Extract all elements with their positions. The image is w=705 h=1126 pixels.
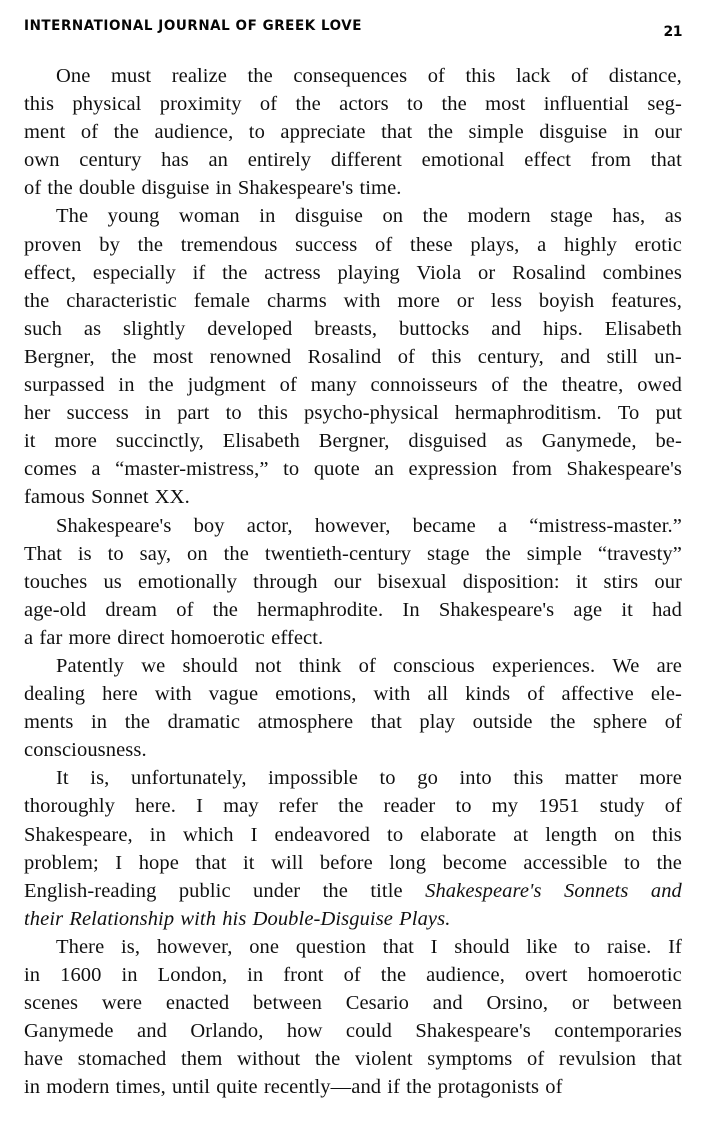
text-line: a far more direct homoerotic effect. [24, 626, 324, 649]
paragraph [24, 652, 682, 764]
text-line: Shakespeare's boy actor, however, became a “mistress-master.” [56, 514, 682, 537]
text-line: in 1600 in London, in front of the audience, overt homoerotic [24, 964, 682, 986]
journal-title: INTERNATIONAL JOURNAL OF GREEK LOVE [24, 18, 363, 34]
text-line: her success in part to this psycho-physical hermaphroditism. To put [24, 402, 682, 425]
text-line: their Relationship with his Double-Disguise Plays. [24, 907, 451, 930]
text-line: ments in the dramatic atmosphere that play outside the sphere of [24, 711, 682, 734]
text-line: scenes were enacted between Cesario and Orsino, or between [24, 992, 682, 1015]
text-line: own century has an entirely different emotional effect from that [24, 149, 682, 172]
text-line: Patently we should not think of conscious experiences. We are [56, 654, 682, 677]
text-line: It is, unfortunately, impossible to go into this matter more [56, 767, 682, 790]
running-head [24, 18, 682, 44]
text-line: One must realize the consequences of this lack of distance, [56, 65, 682, 87]
text-line: have stomached them without the violent symptoms of revulsion that [24, 1048, 682, 1071]
text-line: problem; I hope that it will before long become accessible to the [24, 851, 682, 874]
text-line: ment of the audience, to appreciate that the simple disguise in our [24, 121, 682, 144]
text-line: Ganymede and Orlando, how could Shakespeare's contemporaries [24, 1020, 682, 1043]
text-line: There is, however, one question that I should like to raise. If [56, 935, 682, 958]
paragraph [24, 512, 682, 652]
text-line: The young woman in disguise on the modern stage has, as [56, 205, 682, 228]
text-line: Shakespeare, in which I endeavored to elaborate at length on this [24, 823, 682, 846]
text-line: such as slightly developed breasts, buttocks and hips. Elisabeth [24, 317, 682, 340]
paragraph [24, 62, 682, 202]
text-line: That is to say, on the twentieth-century stage the simple “travesty” [24, 542, 682, 565]
text-line: it more succinctly, Elisabeth Bergner, disguised as Ganymede, be- [24, 430, 682, 453]
text-line: effect, especially if the actress playing Viola or Rosalind combines [24, 261, 682, 284]
text-line: the characteristic female charms with more or less boyish features, [24, 289, 682, 312]
text-line: of the double disguise in Shakespeare's time. [24, 177, 402, 200]
article-body [24, 62, 682, 1101]
text-line: dealing here with vague emotions, with all kinds of affective ele- [24, 683, 682, 706]
text-line: comes a “master-mistress,” to quote an expression from Shakespeare's [24, 458, 682, 481]
text-line: Bergner, the most renowned Rosalind of this century, and still un- [24, 345, 682, 368]
paragraph [24, 933, 682, 1102]
text-line: English-reading public under the title Shakespeare's Sonnets and [24, 879, 682, 902]
text-line: consciousness. [24, 739, 147, 762]
text-line: touches us emotionally through our bisexual disposition: it stirs our [24, 570, 682, 593]
text-line: proven by the tremendous success of these plays, a highly erotic [24, 233, 682, 256]
paragraph [24, 202, 682, 511]
text-line: in modern times, until quite recently—and if the protagonists of [24, 1076, 563, 1099]
text-line: surpassed in the judgment of many connoisseurs of the theatre, owed [24, 374, 682, 397]
paragraph [24, 764, 682, 933]
text-line: this physical proximity of the actors to the most influential seg- [24, 93, 682, 116]
text-line: thoroughly here. I may refer the reader to my 1951 study of [24, 795, 682, 818]
page-number: 21 [663, 24, 682, 40]
text-line: famous Sonnet XX. [24, 486, 190, 509]
text-line: age-old dream of the hermaphrodite. In Shakespeare's age it had [24, 598, 682, 621]
